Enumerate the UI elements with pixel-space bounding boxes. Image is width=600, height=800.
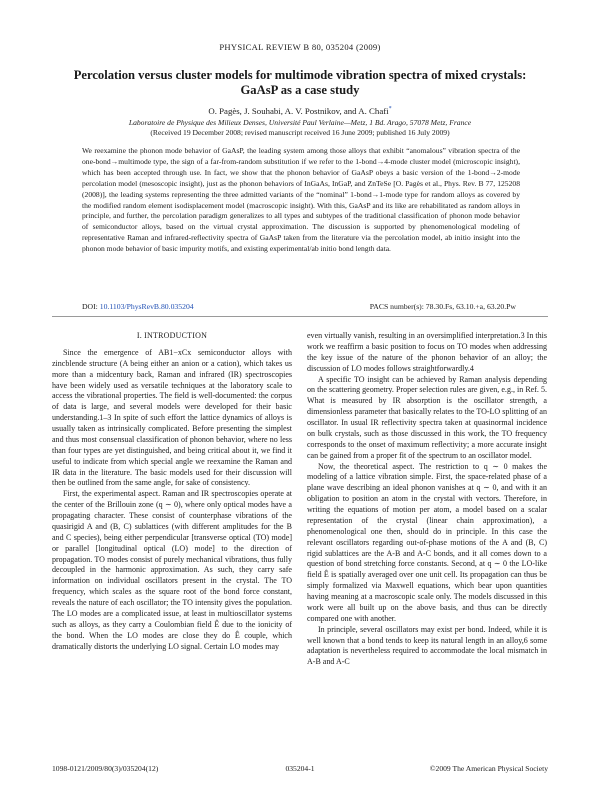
corresponding-author-marker[interactable]: * [388,106,392,113]
intro-paragraph-4: A specific TO insight can be achieved by Raman analysis depending on the scattering geometry. Proper selection rules are given, e.g., in Ref. 5. What is measured by IR absorption is the oscillator strength, a dimensionless parameter that basically relates to the TO-LO splitting of an oscillator. In usual IR reflectivity spectra taken at quasinormal incidence on bulk crystals, such as those discussed in this work, the TO frequency corresponds to the onset of maximum reflectivity; a more accurate insight can be gained from a proper fit of the spectrum to an oscillator model. [307,374,547,460]
affiliation: Laboratoire de Physique des Milieux Denses, Université Paul Verlaine—Metz, 1 Bd. Arago, 57078 Metz, France [128,118,472,127]
section-heading: I. INTRODUCTION [136,331,208,340]
intro-paragraph-2: First, the experimental aspect. Raman and IR spectroscopies operate at the center of the Brillouin zone (q ∼ 0), where only optical modes have a propagating character. These consist of counterphase vibrations of the quasirigid A and (B, C) sublattices (with different amplitudes for the B and C species), being either perpendicular [transverse optical (TO) mode] or parallel [longitudinal optical (LO) mode] to the direction of propagation. TO modes consist of purely mechanical vibrations, thus fully decoupled in the harmonic approximation. As such, they carry safe information on individual oscillators present in the crystal. The TO frequency, which scales as the square root of the bond force constant, reveals the nature of each oscillator; the TO intensity gives the population. The LO modes are a complicated issue, at least in multioscillator systems such as alloys, as they carry a Coulombian field Ê due to the ionicity of the bond. When the LO modes are close they do Ê couple, which dramatically distorts the underlying LO signal. Certain LO modes may [52,489,292,651]
doi-label: DOI: [82,302,98,311]
running-header: PHYSICAL REVIEW B 80, 035204 (2009) [219,42,381,52]
footer-page-number: 035204-1 [285,764,315,773]
paper-title [40,68,560,98]
left-column [52,331,292,652]
abstract: We reexamine the phonon mode behavior of GaAsP, the leading system among those alloys that exhibit “anomalous” vibration spectra of the one-bond→multimode type, the sign of a far-from-random substitution if we refer to the 1-bond→4-mode cluster model (microscopic insight), which has been accepted through use. In fact, we show that the phonon behavior of GaAsP obeys a basic version of the 1-bond→2-mode percolation model (mesoscopic insight), just as the phonon behaviors of InGaAs, InGaP, and ZnTeSe [O. Pagès et al., Phys. Rev. B 77, 125208 (2008)], the leading systems representing the three admitted variants of the “nominal” 1-bond→1-mode type for random alloys as covered by the modified random element isodisplacement model (macroscopic insight). With this, GaAsP and its like are rehabilitated as random alloys in principle, and further, the percolation paradigm generalizes to all types and subtypes of the traditional classification of phonon mode behavior of semiconductor alloys, based on the virtual crystal approximation. The discussion is supported by phenomenological modeling of representative Raman and infrared-reflectivity spectra of GaAsP taken from the literature via the percolation model, ab initio insight into the phonon mode behavior of basic impurity motifs, and existing experimental/ab initio bond length data. [82,146,520,254]
author-list [0,106,600,116]
right-column [307,331,547,668]
title-line-2: GaAsP as a case study [240,83,360,97]
doi-line [82,302,194,311]
title-line-1: Percolation versus cluster models for multimode vibration spectra of mixed crystals: [73,68,527,82]
intro-paragraph-3: even virtually vanish, resulting in an oversimplified interpretation.3 In this work we reaffirm a basic position to focus on TO modes when addressing the key issue of the nature of the phonon behavior of an alloy; the discussion of LO modes follows straightforwardly.4 [307,331,547,373]
doi-link[interactable]: 10.1103/PhysRevB.80.035204 [99,302,194,311]
intro-paragraph-6: In principle, several oscillators may exist per bond. Indeed, while it is well known that a bond tends to keep its natural length in an alloy,6 some adaptation is nevertheless required to accommodate the local mismatch in A-B and A-C [307,624,547,667]
pacs-numbers: PACS number(s): 78.30.Fs, 63.10.+a, 63.20.Pw [369,302,516,311]
intro-paragraph-1: Since the emergence of AB1−xCx semiconductor alloys with zincblende structure (A being either an anion or a cation), which takes us more than a midcentury back, Raman and infrared (IR) spectroscopies have been widely used as versatile techniques at the laboratory scale to access the vibrational properties. The field is well-documented: the corpus of data is large, and several models were developed for their basic understanding.1–3 In spite of such effort the lattice dynamics of alloys is usually taken as intrinsically complicated. Before presenting the simplest and thus most consensual classification of phonon behavior, where no less than four types are yet distinguished, and being critical about it, we find it useful to indicate from which special angle we reexamine the Raman and IR data in the literature. The basic models used for their discussion will then be outlined from the same angle, for sake of consistency. [52,347,292,488]
intro-paragraph-5: Now, the theoretical aspect. The restriction to q ∼ 0 makes the modeling of a lattice vibration simple. First, the space-related phase of a plane wave describing an ideal phonon vanishes at q ∼ 0, and with it an obligation to position an atom in the crystal with vectors. Therefore, in writing the equations of motion per atom, a model based on a scalar representation of the crystal (linear chain approximation), a phenomenological one then, should do in principle. In this case the relevant oscillators regarding out-of-phase motions of the A and (B, C) rigid sublattices are the A-B and A-C bonds, and it all comes down to a question of bond stretching force constants. Second, at q ∼ 0 the LO-like field Ê is spatially averaged over one unit cell. Its propagation can thus be simply formalized via Maxwell equations, which bear upon quantities having meaning at a macroscopic scale only. The models discussed in this work were all built up on the above basis, and thus can be directly compared one with another. [307,461,547,623]
received-dates: (Received 19 December 2008; revised manuscript received 16 June 2009; published 16 July 2009) [150,128,450,137]
footer-issn: 1098-0121/2009/80(3)/035204(12) [52,764,159,773]
author-names: O. Pagès, J. Souhabi, A. V. Postnikov, and A. Chafi [208,106,389,116]
header-divider [52,316,548,317]
footer-copyright: ©2009 The American Physical Society [429,764,548,773]
